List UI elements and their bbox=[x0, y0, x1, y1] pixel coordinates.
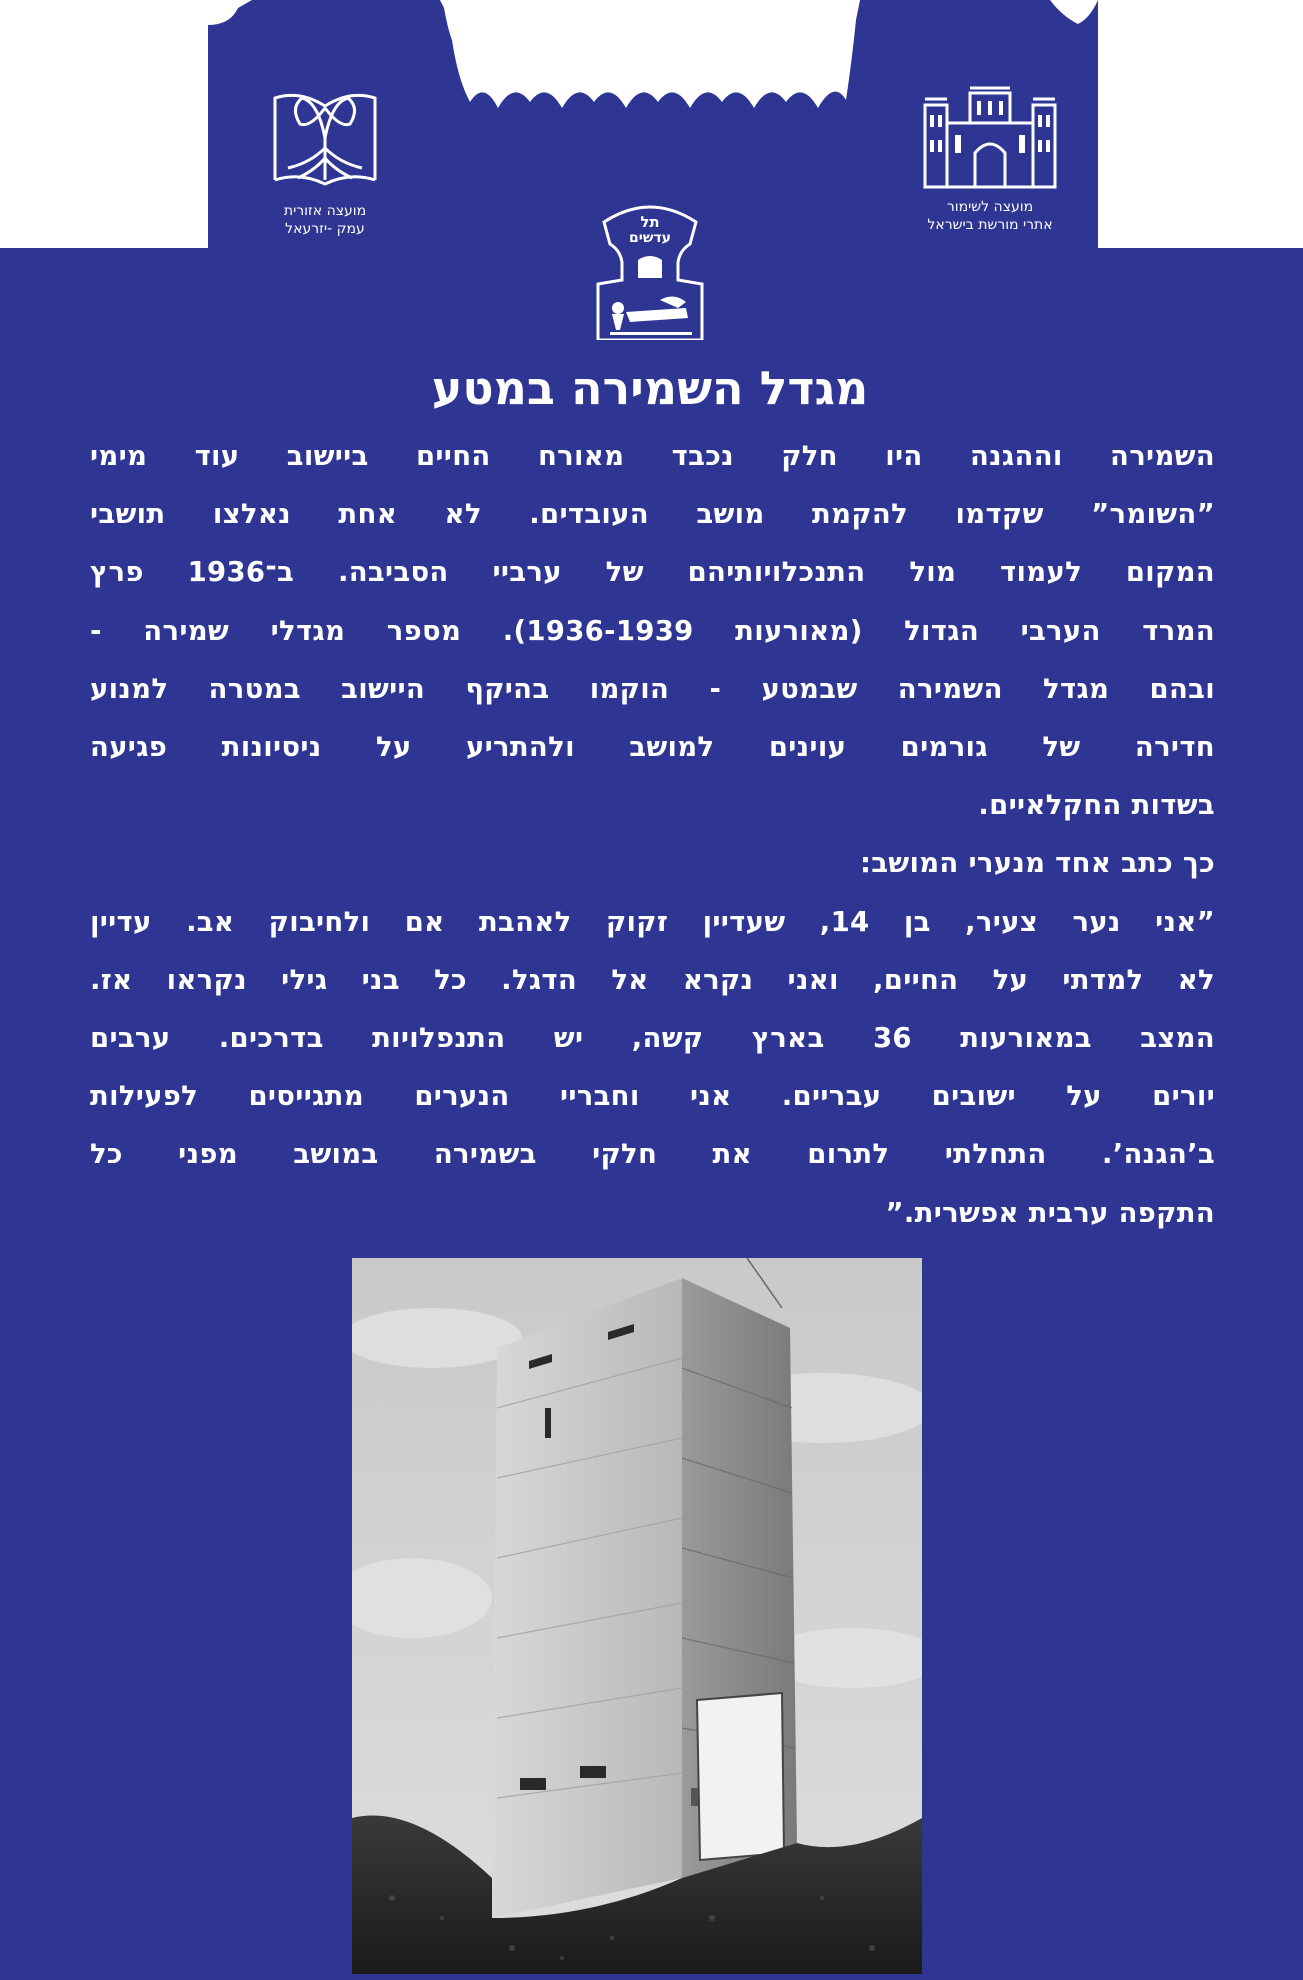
paragraph-line: ובהם מגדל השמירה שבמטע - הוקמו בהיקף היישוב במטרה למנוע bbox=[90, 672, 1215, 705]
logo-left-caption-2: עמק -יזרעאל bbox=[285, 221, 365, 237]
quote-line: ”אני נער צעיר, בן 14, שעדיין זקוק לאהבת אם ולחיבוק אב. עדיין bbox=[90, 905, 1215, 938]
intro-line: כך כתב אחד מנערי המושב: bbox=[859, 847, 1215, 880]
book-leaf-icon bbox=[270, 88, 380, 188]
body-text bbox=[90, 427, 1215, 1242]
quote-line: ב’הגנה’. התחלתי לתרום את חלקי בשמירה במושב מפני כל bbox=[90, 1138, 1215, 1171]
quote-line: יורים על ישובים עבריים. אני וחבריי הנערים מתגייסים לפעילות bbox=[90, 1080, 1215, 1113]
logo-right-caption-2: אתרי מורשת בישראל bbox=[927, 217, 1053, 233]
paragraph-line: בשדות החקלאיים. bbox=[978, 789, 1215, 822]
paragraph-line: ”השומר” שקדמו להקמת מושב העובדים. לא אחת נאלצו תושבי bbox=[90, 498, 1215, 531]
logo-left-caption-1: מועצה אזורית bbox=[283, 203, 367, 219]
quote-line: לא למדתי על החיים, ואני נקרא אל הדגל. כל בני גילי נקראו אז. bbox=[90, 963, 1215, 996]
concrete-watchtower-photo bbox=[352, 1258, 922, 1974]
building-gate-icon bbox=[915, 85, 1065, 190]
regional-council-logo bbox=[225, 88, 425, 238]
heritage-council-logo bbox=[895, 85, 1085, 234]
paragraph-line: השמירה וההגנה היו חלק נכבד מאורח החיים ביישוב עוד מימי bbox=[90, 440, 1215, 472]
quote-line: המצב במאורעות 36 בארץ קשה, יש התנפלויות בדרכים. ערבים bbox=[90, 1022, 1215, 1055]
paragraph-line: המקום לעמוד מול התנכלויותיהם של ערביי הסביבה. ב־1936 פרץ bbox=[90, 556, 1215, 589]
logo-center-caption-1: תל bbox=[640, 213, 660, 231]
quote-line: התקפה ערבית אפשרית.” bbox=[885, 1196, 1215, 1229]
paragraph-line: המרד הערבי הגדול (מאורעות 1936-1939). מספר מגדלי שמירה - bbox=[90, 614, 1215, 647]
logo-center-caption-2: עדשים bbox=[628, 230, 672, 246]
paragraph-line: חדירה של גורמים עוינים למושב ולהתריע על ניסיונות פגיעה bbox=[90, 731, 1215, 764]
logo-right-caption-1: מועצה לשימור bbox=[946, 199, 1034, 215]
page-title: מגדל השמירה במטע bbox=[431, 361, 869, 415]
